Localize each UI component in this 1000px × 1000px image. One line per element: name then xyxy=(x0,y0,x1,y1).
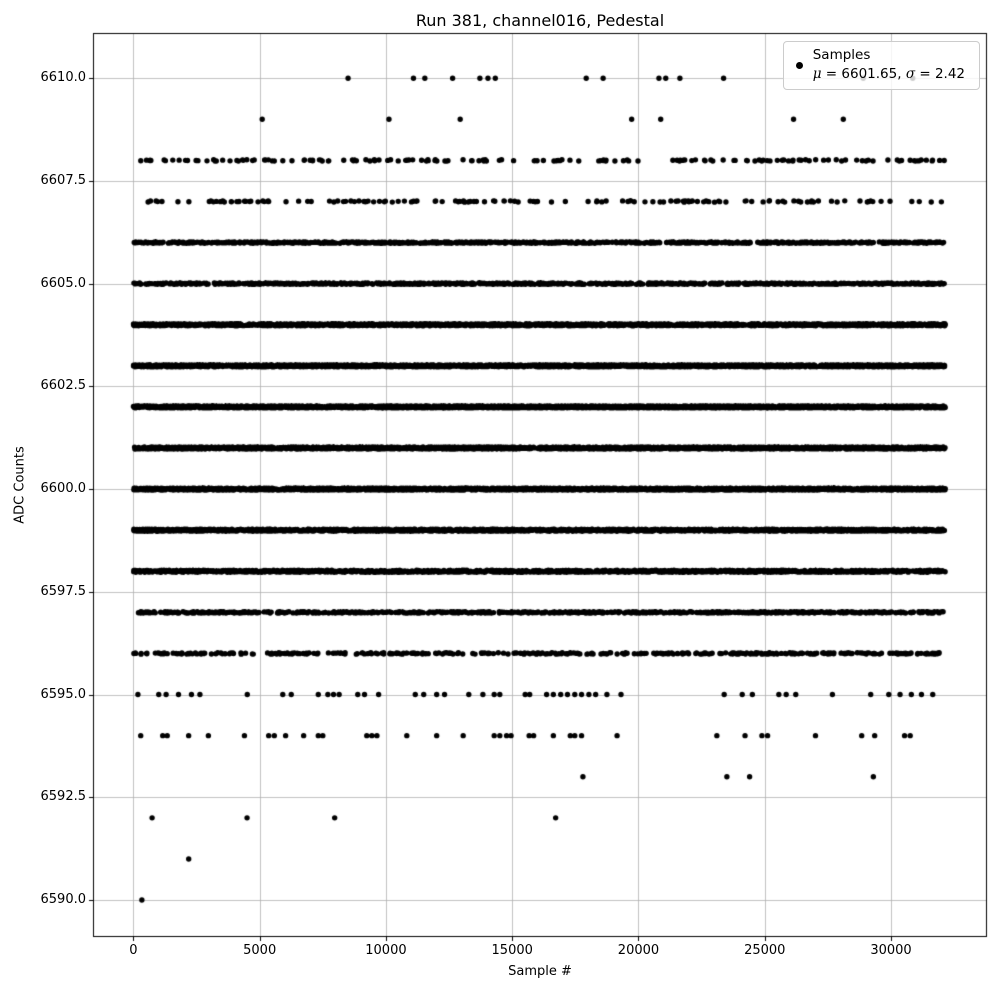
legend-text xyxy=(813,46,965,84)
x-tick-label: 20000 xyxy=(617,943,660,958)
chart-title: Run 381, channel016, Pedestal xyxy=(415,11,665,30)
y-axis-label: ADC Counts xyxy=(12,446,28,524)
y-tick-label: 6602.5 xyxy=(40,378,86,394)
legend-series-label: Samples xyxy=(812,47,871,63)
sigma-symbol: σ xyxy=(905,66,916,83)
x-tick-label: 15000 xyxy=(491,943,533,958)
y-tick-label: 6607.5 xyxy=(40,172,86,188)
mu-value: = 6601.65, xyxy=(821,66,906,83)
y-tick-label: 6595.0 xyxy=(40,686,86,702)
legend-marker-icon xyxy=(796,62,803,69)
legend-stats-line xyxy=(813,65,965,84)
y-tick-label: 6592.5 xyxy=(40,789,86,805)
sigma-value: = 2.42 xyxy=(915,66,965,83)
y-tick-label: 6610.0 xyxy=(40,70,86,86)
y-tick-label: 6605.0 xyxy=(40,275,86,291)
x-tick-label: 0 xyxy=(129,943,138,958)
x-tick-label: 5000 xyxy=(243,943,277,958)
legend xyxy=(783,41,980,90)
x-tick-label: 25000 xyxy=(744,943,786,958)
x-tick-label: 30000 xyxy=(870,943,912,958)
y-tick-label: 6600.0 xyxy=(40,481,86,497)
mu-symbol: μ xyxy=(812,66,822,83)
y-tick-label: 6590.0 xyxy=(40,892,86,908)
x-axis-label: Sample # xyxy=(508,964,572,979)
y-tick-label: 6597.5 xyxy=(40,583,86,599)
x-tick-label: 10000 xyxy=(365,943,407,958)
